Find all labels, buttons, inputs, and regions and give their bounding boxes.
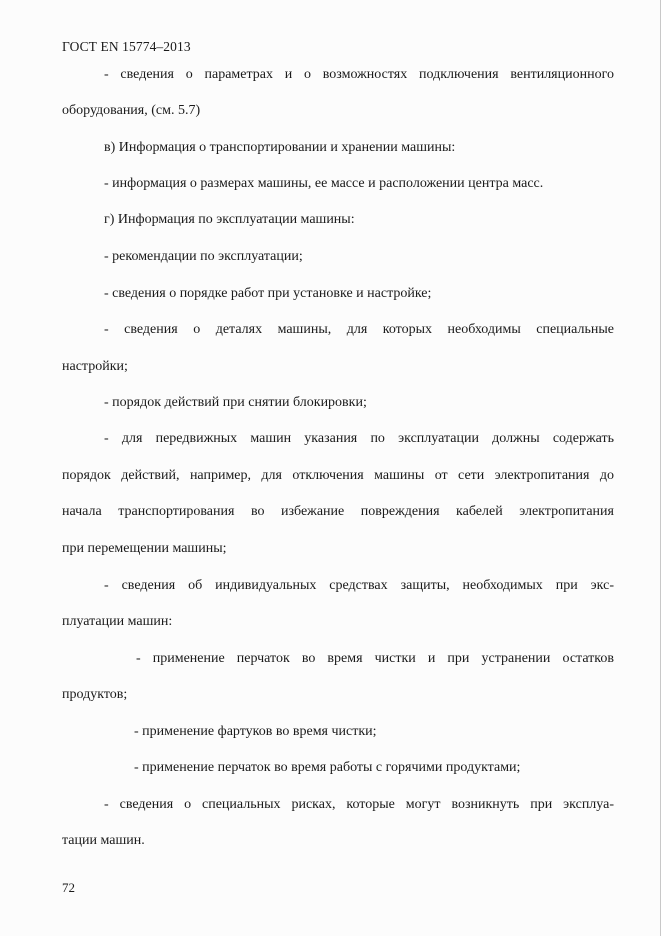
text-line: - сведения о порядке работ при установке и настройке; — [104, 286, 432, 301]
text-line: - сведения о специальных рисках, которые могут возникнуть при эксплуа- — [104, 797, 614, 812]
text-line: - сведения о параметрах и о возможностях подключения вентиляционного — [104, 67, 614, 82]
text-line: - для передвижных машин указания по эксплуатации должны содержать — [104, 431, 614, 446]
text-line: - применение перчаток во время чистки и при устранении остатков — [136, 651, 614, 666]
text-line: - сведения об индивидуальных средствах защиты, необходимых при экс- — [104, 578, 614, 593]
text-line: - порядок действий при снятии блокировки; — [104, 395, 367, 410]
text-line: продуктов; — [62, 687, 128, 702]
text-line: порядок действий, например, для отключения машины от сети электропитания до — [62, 468, 614, 483]
text-line: - информация о размерах машины, ее массе и расположении центра масс. — [104, 176, 544, 191]
text-line: - рекомендации по эксплуатации; — [104, 249, 303, 264]
text-line: - применение фартуков во время чистки; — [134, 724, 377, 739]
text-line: г) Информация по эксплуатации машины: — [104, 212, 355, 227]
text-line: - сведения о деталях машины, для которых необходимы специальные — [104, 322, 614, 337]
text-line: настройки; — [62, 359, 128, 374]
text-line: при перемещении машины; — [62, 541, 227, 556]
text-line: - применение перчаток во время работы с горячими продуктами; — [134, 760, 521, 775]
text-line: плуатации машин: — [62, 614, 173, 629]
text-line: начала транспортирования во избежание повреждения кабелей электропитания — [62, 504, 614, 519]
text-line: оборудования, (см. 5.7) — [62, 103, 201, 118]
page-number: 72 — [62, 880, 75, 895]
text-line: в) Информация о транспортировании и хранении машины: — [104, 140, 456, 155]
document-code-header: ГОСТ EN 15774–2013 — [62, 39, 191, 54]
text-line: тации машин. — [62, 833, 145, 848]
